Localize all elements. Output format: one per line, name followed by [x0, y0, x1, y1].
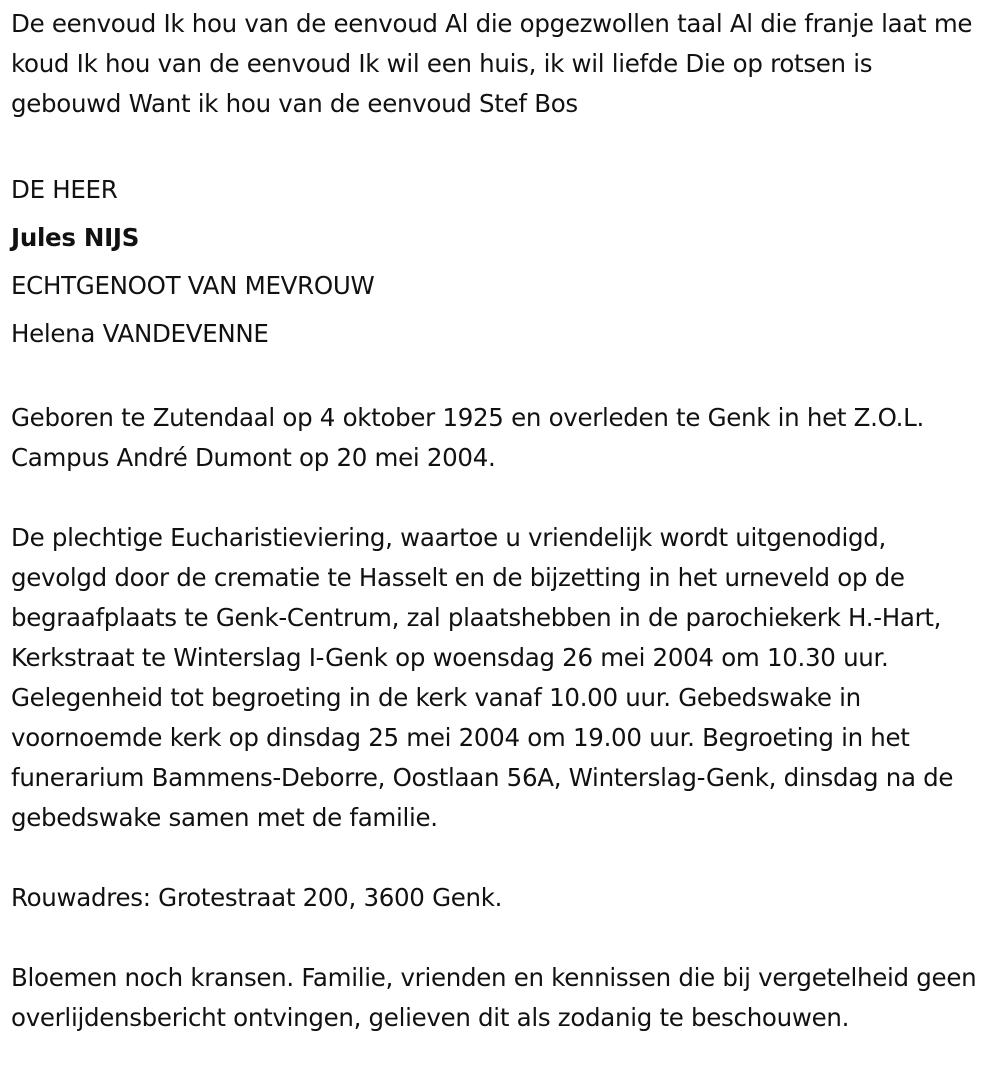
- mourning-address: Rouwadres: Grotestraat 200, 3600 Genk.: [11, 883, 503, 912]
- birth-death-info: Geboren te Zutendaal op 4 oktober 1925 en overleden te Genk in het Z.O.L. Campus André Dumont op 20 mei 2004.: [11, 403, 924, 472]
- spacer: [11, 358, 989, 398]
- obituary-text: [11, 4, 989, 1038]
- spouse-name: Helena VANDEVENNE: [11, 319, 269, 348]
- poem-quote: De eenvoud Ik hou van de eenvoud Al die opgezwollen taal Al die franje laat me koud Ik hou van de eenvoud Ik wil een huis, ik wil liefde Die op rotsen is gebouwd Want ik hou van de eenvoud Stef Bos: [11, 9, 973, 118]
- spacer: [11, 124, 989, 164]
- deceased-title: DE HEER: [11, 175, 118, 204]
- spacer: [11, 918, 989, 958]
- spacer: [11, 478, 989, 518]
- relation-label: ECHTGENOOT VAN MEVROUW: [11, 271, 375, 300]
- flowers-note: Bloemen noch kransen. Familie, vrienden en kennissen die bij vergetelheid geen overlijdensbericht ontvingen, gelieven dit als zodanig te beschouwen.: [11, 963, 977, 1032]
- ceremony-info: De plechtige Eucharistieviering, waartoe u vriendelijk wordt uitgenodigd, gevolgd door de crematie te Hasselt en de bijzetting in het urneveld op de begraafplaats te Genk-Centrum, zal plaatshebben in de parochiekerk H.-Hart, Kerkstraat te Winterslag I-Genk op woensdag 26 mei 2004 om 10.30 uur. Gelegenheid tot begroeting in de kerk vanaf 10.00 uur. Gebedswake in voornoemde kerk op dinsdag 25 mei 2004 om 19.00 uur. Begroeting in het funerarium Bammens-Deborre, Oostlaan 56A, Winterslag-Genk, dinsdag na de gebedswake samen met de familie.: [11, 523, 954, 832]
- spacer: [11, 838, 989, 878]
- deceased-name: Jules NIJS: [11, 223, 140, 252]
